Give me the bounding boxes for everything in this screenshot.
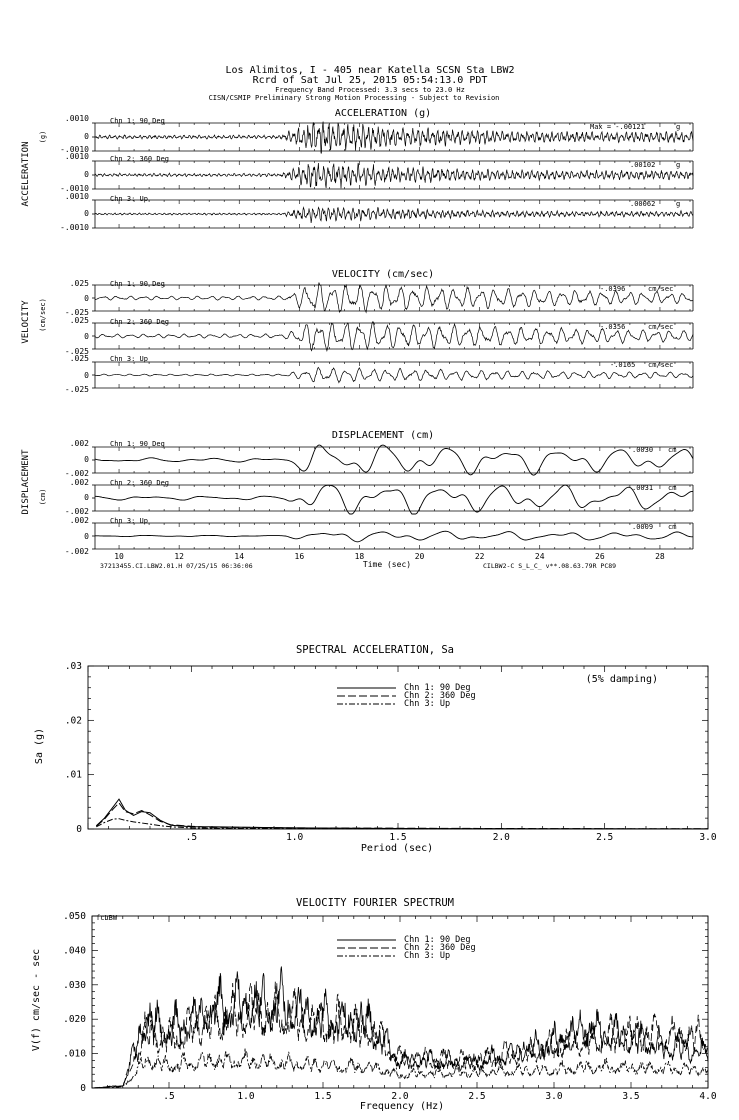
vel-ch2-ytick-top: .025 — [69, 316, 89, 325]
sa-x-tick-label: 1.0 — [286, 832, 304, 843]
dis-ch1-ytick-zero: 0 — [84, 455, 89, 464]
acc-ch2-label: Chn 2: 360 Deg — [110, 155, 170, 163]
vf-xlabel: Frequency (Hz) — [359, 1101, 445, 1112]
acc-ch1-unit: g — [676, 123, 681, 131]
sa-y-tick-label: .01 — [64, 769, 82, 781]
vf-tag: fcLBW — [96, 914, 118, 922]
acc-ch1-max: Max = -.00121 — [590, 123, 645, 131]
vf-x-tick-label: 2.5 — [468, 1091, 486, 1102]
velocity-side-label: VELOCITY — [21, 300, 31, 344]
velocity-channel-3 — [92, 362, 693, 388]
waveform-trace — [95, 531, 693, 542]
vel-ch3-ytick-top: .025 — [69, 354, 89, 363]
sa-legend-ch1: Chn 1: 90 Deg — [404, 683, 471, 693]
acc-ch3-unit: g — [676, 200, 681, 208]
sa-x-tick-label: 3.0 — [699, 832, 717, 843]
vf-ylabel: V(f) cm/sec - sec — [31, 948, 42, 1052]
dis-ch3-label: Chn 3: Up — [110, 517, 148, 525]
acc-ch3-max: .00062 — [630, 200, 656, 208]
dis-ch3-ytick-top: .002 — [69, 516, 89, 525]
acc-ch3-ytick-top: .0010 — [64, 192, 89, 201]
velocity-section — [21, 269, 693, 394]
dis-ch1-max: .0030 — [632, 446, 654, 454]
displacement-section — [21, 430, 693, 570]
acc-ch2-ytick-top: .0010 — [64, 152, 89, 161]
vf-title: VELOCITY FOURIER SPECTRUM — [295, 897, 455, 909]
vf-x-tick-label: .5 — [163, 1091, 175, 1102]
vf-x-tick-label: 3.5 — [622, 1091, 640, 1102]
velocity-fourier-chart — [31, 897, 717, 1112]
dis-ch3-max: .0009 — [632, 523, 654, 531]
waveform-trace — [95, 163, 693, 188]
dis-ch3-unit: cm — [668, 523, 677, 531]
dis-ch1-ytick-top: .002 — [69, 439, 89, 448]
acc-ch2-unit: g — [676, 161, 681, 169]
waveform-trace — [95, 367, 693, 382]
sa-series-line-1 — [96, 799, 708, 829]
sa-series-line-3 — [96, 819, 708, 829]
vel-ch3-unit: cm/sec — [648, 361, 674, 369]
acc-ch2-max: .00102 — [630, 161, 656, 169]
spectral-acceleration-chart — [34, 644, 717, 854]
velocity-unit-label: (cm/sec) — [39, 298, 47, 332]
dis-ch3-ytick-bottom: -.002 — [64, 547, 89, 556]
vel-ch2-unit: cm/sec — [648, 323, 674, 331]
vf-x-tick-label: 1.5 — [314, 1091, 332, 1102]
dis-ch1-label: Chn 1: 90 Deg — [110, 440, 165, 448]
sa-damping-note: (5% damping) — [585, 674, 658, 685]
footer-left: 37213455.CI.LBW2.01.H 07/25/15 06:36:06 — [100, 562, 253, 570]
time-tick-label: 20 — [414, 552, 425, 561]
vf-y-tick-label: .010 — [63, 1048, 86, 1060]
acc-ch1-label: Chn 1: 90 Deg — [110, 117, 165, 125]
header-line-2: Rcrd of Sat Jul 25, 2015 05:54:13.0 PDT — [252, 75, 488, 86]
time-tick-label: 24 — [534, 552, 545, 561]
vel-ch1-ytick-top: .025 — [69, 279, 89, 288]
vf-x-tick-label: 3.0 — [545, 1091, 563, 1102]
time-axis-label: Time (sec) — [362, 560, 412, 569]
acc-ch2-ytick-bottom: -.0010 — [60, 184, 89, 193]
sa-y-tick-label: 0 — [76, 824, 82, 835]
vf-series-line-1 — [92, 967, 708, 1089]
vf-y-tick-label: .040 — [63, 945, 86, 957]
time-tick-label: 10 — [114, 552, 124, 561]
time-tick-label: 26 — [595, 552, 605, 561]
acc-ch1-ytick-bottom: -.0010 — [60, 145, 89, 154]
vel-ch2-max: -.0356 — [600, 323, 626, 331]
acc-ch2-ytick-zero: 0 — [84, 170, 89, 179]
acceleration-channel-3 — [92, 200, 693, 228]
displacement-title: DISPLACEMENT (cm) — [331, 430, 435, 441]
acc-ch3-ytick-zero: 0 — [84, 209, 89, 218]
velocity-title: VELOCITY (cm/sec) — [331, 269, 435, 280]
acceleration-section — [21, 108, 693, 232]
vel-ch1-unit: cm/sec — [648, 285, 674, 293]
dis-ch1-unit: cm — [668, 446, 677, 454]
vel-ch2-label: Chn 2: 360 Deg — [110, 318, 170, 326]
dis-ch2-ytick-top: .002 — [69, 478, 89, 487]
vf-legend-ch2: Chn 2: 360 Deg — [404, 943, 476, 953]
vel-ch3-label: Chn 3: Up — [110, 355, 148, 363]
time-tick-label: 18 — [354, 552, 365, 561]
sa-y-tick-label: .03 — [64, 661, 82, 672]
sa-x-tick-label: 1.5 — [389, 832, 407, 843]
acceleration-traces — [92, 122, 693, 229]
sa-ylabel: Sa (g) — [34, 727, 45, 765]
sa-frame — [88, 666, 708, 829]
vf-x-tick-label: 4.0 — [699, 1091, 717, 1102]
vf-y-tick-label: 0 — [80, 1083, 86, 1094]
vf-y-tick-label: .020 — [63, 1014, 86, 1026]
time-tick-label: 28 — [655, 552, 665, 561]
footer-right: CILBW2-C S_L_C_ v**.08.63.79R PC89 — [483, 562, 617, 570]
displacement-traces — [92, 445, 693, 561]
vel-ch3-ytick-zero: 0 — [84, 371, 89, 380]
acceleration-unit-label: (g) — [39, 130, 47, 144]
velocity-traces — [92, 283, 693, 389]
acceleration-channel-2 — [92, 161, 693, 189]
sa-title: SPECTRAL ACCELERATION, Sa — [295, 644, 455, 656]
dis-ch2-ytick-bottom: -.002 — [64, 507, 89, 516]
waveform-trace — [95, 485, 693, 514]
acc-ch3-label: Chn 3: Up — [110, 195, 148, 203]
header-line-1: Los Alimitos, I - 405 near Katella SCSN Sta LBW2 — [225, 65, 515, 76]
displacement-unit-label: (cm) — [39, 488, 47, 506]
dis-ch2-max: .0031 — [632, 484, 654, 492]
time-tick-label: 12 — [174, 552, 184, 561]
sa-legend-ch2: Chn 2: 360 Deg — [404, 691, 476, 701]
displacement-channel-2 — [92, 485, 693, 514]
dis-ch2-unit: cm — [668, 484, 677, 492]
sa-y-tick-label: .02 — [64, 715, 82, 727]
vf-x-tick-label: 1.0 — [237, 1091, 255, 1102]
sa-x-tick-label: .5 — [185, 832, 198, 843]
acc-ch1-ytick-zero: 0 — [84, 132, 89, 141]
vf-frame — [92, 916, 708, 1088]
sa-x-tick-label: 2.0 — [492, 832, 510, 843]
dis-ch2-label: Chn 2: 360 Deg — [110, 479, 170, 487]
sa-plot — [65, 661, 717, 843]
waveform-trace — [95, 207, 693, 223]
dis-ch3-ytick-zero: 0 — [84, 532, 89, 541]
vel-ch1-ytick-bottom: -.025 — [64, 308, 89, 317]
waveform-trace — [95, 445, 693, 475]
vel-ch2-ytick-bottom: -.025 — [64, 347, 89, 356]
time-tick-label: 22 — [474, 552, 485, 561]
vel-ch3-max: -.0165 — [610, 361, 636, 369]
vel-ch2-ytick-zero: 0 — [84, 332, 89, 341]
time-tick-label: 16 — [294, 552, 305, 561]
acceleration-side-label: ACCELERATION — [21, 141, 31, 207]
vf-x-tick-label: 2.0 — [391, 1091, 409, 1102]
acceleration-title: ACCELERATION (g) — [334, 108, 432, 119]
header-line-3: Frequency Band Processed: 3.3 secs to 23.0 Hz — [275, 86, 465, 94]
header-line-4: CISN/CSMIP Preliminary Strong Motion Processing - Subject to Revision — [208, 94, 500, 102]
sa-x-tick-label: 2.5 — [596, 832, 614, 843]
vf-legend-ch3: Chn 3: Up — [404, 951, 451, 961]
vf-y-tick-label: .030 — [63, 979, 86, 991]
acc-ch3-ytick-bottom: -.0010 — [60, 223, 89, 232]
sa-legend-ch3: Chn 3: Up — [404, 699, 451, 709]
dis-ch1-ytick-bottom: -.002 — [64, 469, 89, 478]
vf-legend-ch1: Chn 1: 90 Deg — [404, 935, 471, 945]
vel-ch1-label: Chn 1: 90 Deg — [110, 280, 165, 288]
vel-ch3-ytick-bottom: -.025 — [64, 385, 89, 394]
displacement-side-label: DISPLACEMENT — [21, 449, 31, 515]
displacement-channel-1 — [92, 445, 693, 475]
sa-xlabel: Period (sec) — [360, 843, 434, 854]
vf-plot — [63, 911, 717, 1102]
displacement-channel-3 — [92, 523, 693, 549]
vel-ch1-ytick-zero: 0 — [84, 294, 89, 303]
sa-series-line-2 — [96, 803, 708, 829]
dis-ch2-ytick-zero: 0 — [84, 493, 89, 502]
vf-y-tick-label: .050 — [63, 911, 86, 922]
acc-ch1-ytick-top: .0010 — [64, 114, 89, 123]
vel-ch1-max: -.0396 — [600, 285, 626, 293]
time-tick-label: 14 — [234, 552, 245, 561]
